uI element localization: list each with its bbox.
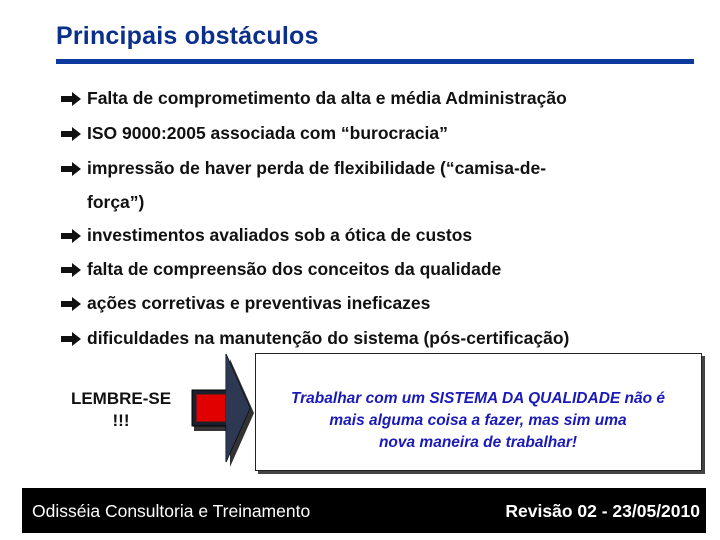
bullet-item [60,88,567,109]
bullet-text: ações corretivas e preventivas ineficazes [87,293,431,313]
bullet-item [60,293,430,314]
callout-text [258,388,698,454]
reminder-line: !!! [112,411,130,430]
bullet-item [60,225,472,246]
right-arrow-icon [60,91,82,107]
right-arrow-icon [60,161,82,177]
footer-company: Odisséia Consultoria e Treinamento [32,501,311,521]
bullet-item [60,259,501,280]
reminder-line: LEMBRE-SE [70,389,172,408]
bullet-item [60,158,546,179]
title-underline [56,59,694,64]
right-arrow-icon [60,126,82,142]
right-arrow-icon [60,331,82,347]
right-arrow-icon [60,262,82,278]
right-arrow-icon [60,228,82,244]
bullet-text: impressão de haver perda de flexibilidade (“camisa-de- [87,158,547,178]
bullet-item [60,328,569,349]
bullet-text: investimentos avaliados sob a ótica de custos [87,225,473,245]
footer-revision: Revisão 02 - 23/05/2010 [505,501,700,521]
footer-bar [22,488,706,533]
bullet-text: ISO 9000:2005 associada com “burocracia” [87,123,448,143]
bullet-text: Falta de comprometimento da alta e média Administração [87,88,567,108]
page-title: Principais obstáculos [56,22,319,50]
callout-line: Trabalhar com um SISTEMA DA QUALIDADE não é [290,390,666,407]
reminder-label [56,388,186,432]
bullet-continuation: força”) [87,192,145,212]
block-arrow-graphic [188,350,258,470]
bullet-text: falta de compreensão dos conceitos da qualidade [87,259,502,279]
callout-line: nova maneira de trabalhar! [378,434,578,451]
bullet-text: dificuldades na manutenção do sistema (pós-certificação) [87,328,570,348]
right-arrow-icon [60,296,82,312]
bullet-item [60,123,448,144]
callout-line: mais alguma coisa a fazer, mas sim uma [329,412,627,429]
